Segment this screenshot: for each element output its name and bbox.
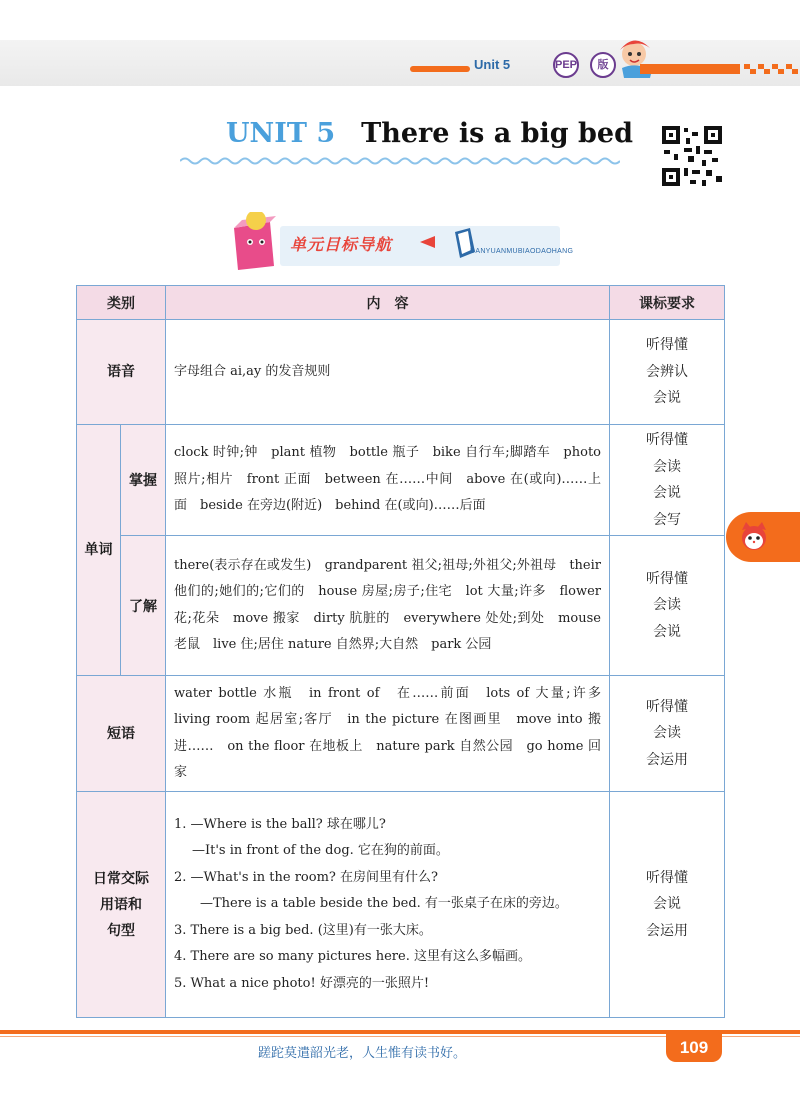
requirement-item: 会运用	[646, 751, 688, 768]
subcategory-master: 掌握	[121, 425, 166, 536]
unit-tag: Unit 5	[474, 57, 511, 72]
category-line: 用语和	[100, 896, 142, 913]
header-requirement: 课标要求	[610, 286, 725, 320]
requirement-item: 会读	[653, 725, 681, 742]
qr-code-icon[interactable]	[660, 124, 724, 188]
page-title	[226, 118, 633, 149]
pep-badge: PEP	[553, 52, 579, 78]
requirement-item: 听得懂	[646, 570, 688, 587]
content-pronunciation: 字母组合 ai,ay 的发音规则	[166, 320, 610, 425]
sentence-item: 2. —What's in the room? 在房间里有什么?	[174, 869, 438, 885]
header-stripe	[410, 66, 470, 72]
requirement-pronunciation	[610, 320, 725, 425]
table-row	[77, 676, 725, 792]
footer-motto: 蹉跎莫遣韶光老，人生惟有读书好。	[258, 1046, 467, 1061]
requirement-item: 会说	[653, 896, 681, 913]
header-category: 类别	[77, 286, 166, 320]
requirement-vocab-know	[610, 536, 725, 676]
content-vocab-master: clock 时钟;钟 plant 植物 bottle 瓶子 bike 自行车;脚踏车 photo 照片;相片 front 正面 between 在……中间 above 在(或向)……上面 beside 在旁边(附近) behind 在(或向)……后面	[166, 425, 610, 536]
requirement-sentences	[610, 792, 725, 1018]
requirement-item: 会辨认	[646, 363, 688, 380]
table-header-row	[77, 286, 725, 320]
table-row	[77, 320, 725, 425]
category-line: 句型	[107, 922, 135, 939]
requirement-item: 听得懂	[646, 698, 688, 715]
cat-face-icon	[738, 520, 770, 552]
edition-badge: 版	[590, 52, 616, 78]
table-row	[77, 792, 725, 1018]
header-checker-stripe	[640, 64, 800, 78]
banner-title: 单元目标导航	[290, 235, 393, 254]
content-sentences	[166, 792, 610, 1018]
requirement-item: 会说	[653, 623, 681, 640]
table-row	[77, 536, 725, 676]
category-vocabulary: 单词	[77, 425, 121, 676]
sentence-item: 3. There is a big bed. (这里)有一张大床。	[174, 922, 432, 938]
requirement-item: 会读	[653, 597, 681, 614]
sentence-item: —It's in front of the dog. 它在狗的前面。	[192, 843, 449, 859]
content-phrases: water bottle 水瓶 in front of 在……前面 lots of 大量;许多 living room 起居室;客厅 in the picture 在图画里 move into 搬进…… on the floor 在地板上 nature park 自然公园 go home 回家	[166, 676, 610, 792]
requirement-item: 会读	[653, 458, 681, 475]
sentence-item: 4. There are so many pictures here. 这里有这么多幅画。	[174, 949, 531, 965]
category-phrases: 短语	[77, 676, 166, 792]
title-wave-divider	[180, 156, 620, 166]
requirement-item: 会说	[653, 485, 681, 501]
page-number: 109	[666, 1034, 722, 1062]
section-banner	[230, 212, 570, 272]
requirement-item: 会运用	[646, 922, 688, 939]
unit-goals-table	[76, 285, 725, 1018]
table-row	[77, 425, 725, 536]
content-vocab-know: there(表示存在或发生) grandparent 祖父;祖母;外祖父;外祖母 their 他们的;她们的;它们的 house 房屋;房子;住宅 lot 大量;许多 flower 花;花朵 move 搬家 dirty 肮脏的 everywhere 处处;到处 mouse 老鼠 live 住;居住 nature 自然界;大自然 park 公园	[166, 536, 610, 676]
header-content: 内 容	[166, 286, 610, 320]
requirement-item: 听得懂	[646, 337, 688, 354]
subcategory-know: 了解	[121, 536, 166, 676]
category-line: 日常交际	[93, 870, 149, 887]
unit-title: There is a big bed	[361, 118, 633, 149]
requirement-phrases	[610, 676, 725, 792]
requirement-item: 听得懂	[646, 432, 688, 448]
banner-pinyin: DANYUANMUBIAODAOHANG	[470, 248, 574, 255]
sentence-item: 5. What a nice photo! 好漂亮的一张照片!	[174, 975, 430, 991]
sentence-item: —There is a table beside the bed. 有一张桌子在床的旁边。	[200, 896, 568, 912]
category-pronunciation: 语音	[77, 320, 166, 425]
requirement-item: 会说	[653, 390, 681, 407]
requirement-item: 听得懂	[646, 869, 688, 886]
sentence-item: 1. —Where is the ball? 球在哪儿?	[174, 816, 386, 832]
requirement-vocab-master	[610, 425, 725, 536]
category-sentences	[77, 792, 166, 1018]
header-band	[0, 40, 800, 86]
unit-label: UNIT 5	[226, 118, 336, 149]
requirement-item: 会写	[653, 511, 681, 528]
